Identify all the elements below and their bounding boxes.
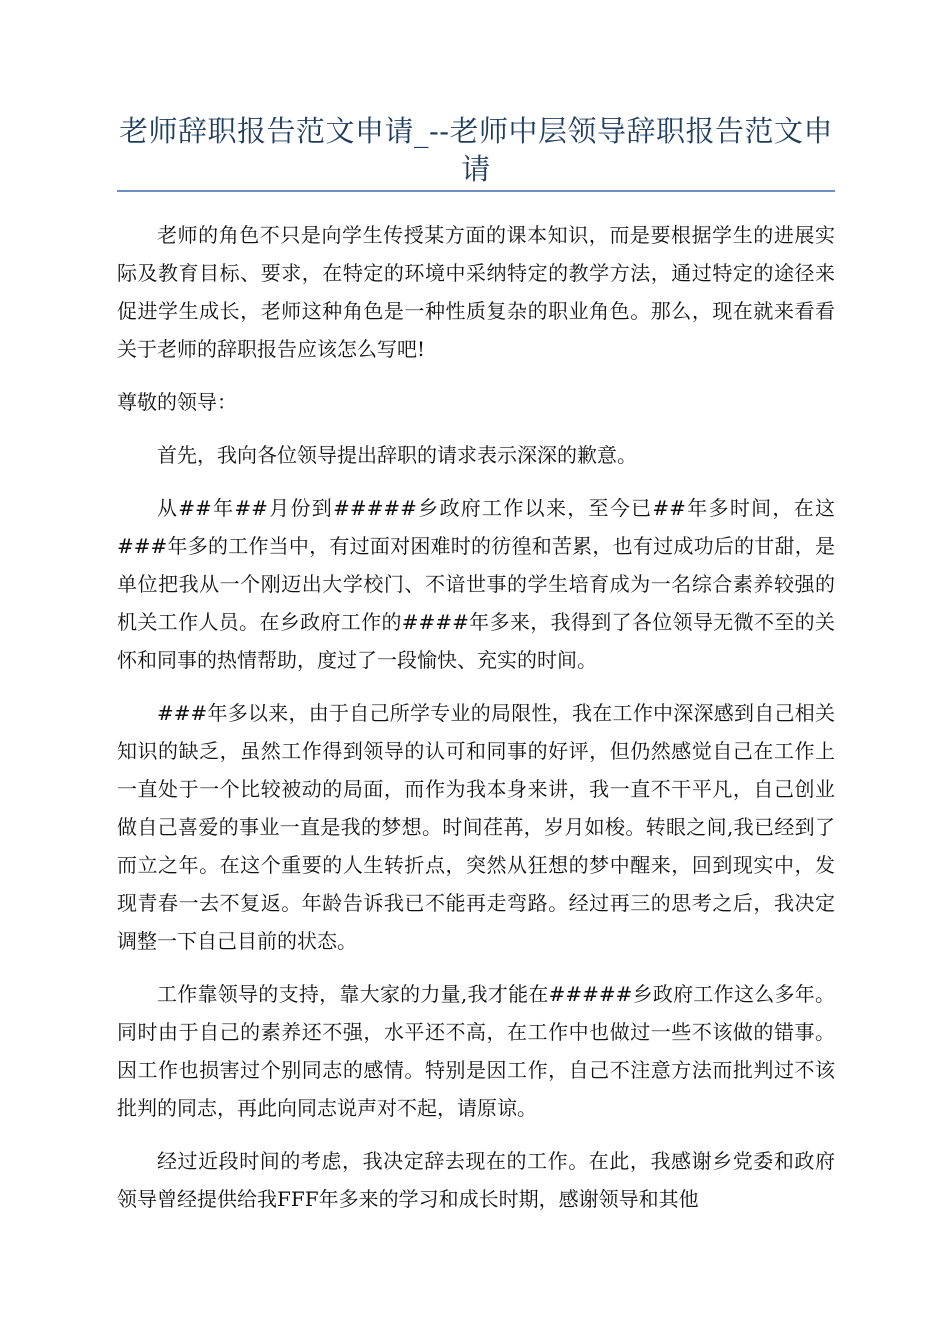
document-title: 老师辞职报告范文申请_--老师中层领导辞职报告范文申请 xyxy=(118,114,834,186)
intro-paragraph: 老师的角色不只是向学生传授某方面的课本知识，而是要根据学生的进展实际及教育目标、要求，在特定的环境中采纳特定的教学方法，通过特定的途径来促进学生成长，老师这种角色是一种性质复杂的职业角色。那么，现在就来看看关于老师的辞职报告应该怎么写吧! xyxy=(117,223,835,361)
body-paragraph-decision: 经过近段时间的考虑，我决定辞去现在的工作。在此，我感谢乡党委和政府领导曾经提供给我FFF年多来的学习和成长时期，感谢领导和其他 xyxy=(117,1149,835,1211)
body-paragraph-reason: ###年多以来，由于自己所学专业的局限性，我在工作中深深感到自己相关知识的缺乏，虽然工作得到领导的认可和同事的好评，但仍然感觉自己在工作上一直处于一个比较被动的局面，而作为我本身来讲，我一直不干平凡，自己创业做自己喜爱的事业一直是我的梦想。时间荏苒，岁月如梭。转眼之间,我已经到了而立之年。在这个重要的人生转折点，突然从狂想的梦中醒来，回到现实中，发现青春一去不复返。年龄告诉我已不能再走弯路。经过再三的思考之后，我决定调整一下自己目前的状态。 xyxy=(117,701,835,953)
body-paragraph-apology: 首先，我向各位领导提出辞职的请求表示深深的歉意。 xyxy=(157,443,637,467)
body-paragraph-history: 从##年##月份到#####乡政府工作以来，至今已##年多时间，在这###年多的工作当中，有过面对困难时的彷徨和苦累，也有过成功后的甘甜，是单位把我从一个刚迈出大学校门、不谙世事的学生培育成为一名综合素养较强的机关工作人员。在乡政府工作的####年多来，我得到了各位领导无微不至的关怀和同事的热情帮助，度过了一段愉快、充实的时间。 xyxy=(117,496,835,672)
document-page xyxy=(117,112,835,1233)
salutation: 尊敬的领导： xyxy=(117,390,237,414)
title-underline xyxy=(117,190,835,192)
body-paragraph-thanks-colleagues: 工作靠领导的支持，靠大家的力量,我才能在#####乡政府工作这么多年。同时由于自己的素养还不强，水平还不高，在工作中也做过一些不该做的错事。因工作也损害过个别同志的感情。特别是因工作，自己不注意方法而批判过不该批判的同志，再此向同志说声对不起，请原谅。 xyxy=(117,982,835,1120)
